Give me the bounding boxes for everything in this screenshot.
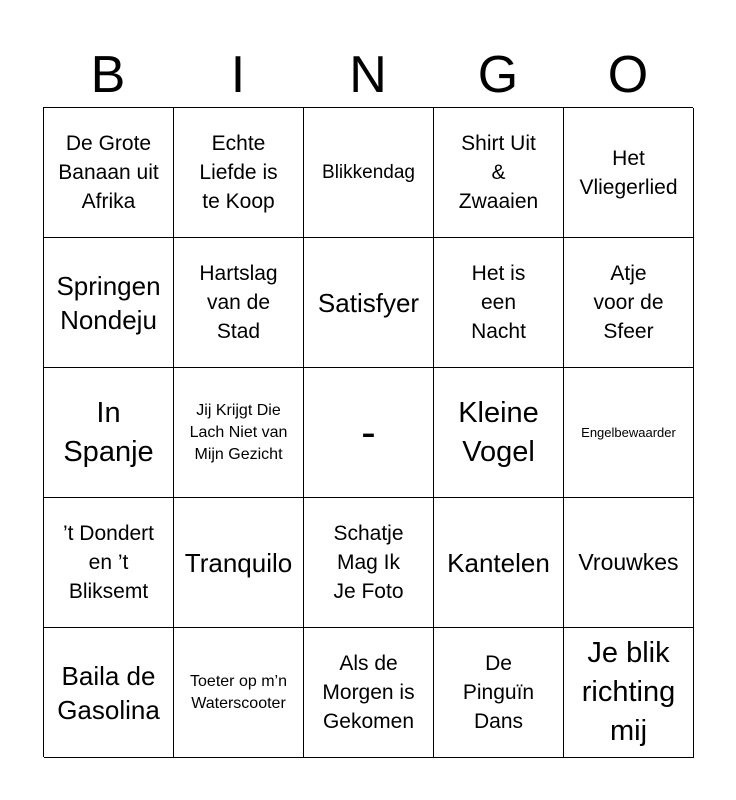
bingo-grid	[43, 107, 693, 757]
bingo-cell[interactable]	[174, 108, 304, 238]
cell-label: Vrouwkes	[578, 549, 679, 575]
cell-label: In Spanje	[63, 396, 154, 468]
cell-label: De Grote Banaan uit Afrika	[58, 132, 159, 213]
bingo-header	[43, 44, 693, 106]
bingo-cell[interactable]	[434, 108, 564, 238]
header-letter-n: N	[349, 46, 387, 104]
bingo-cell[interactable]	[44, 238, 174, 368]
free-space[interactable]	[304, 368, 434, 498]
cell-label: Atje voor de Sfeer	[593, 262, 664, 343]
header-letter-b: B	[90, 46, 126, 104]
cell-label: Satisfyer	[317, 287, 420, 318]
cell-label: Hartslag van de Stad	[199, 262, 278, 343]
cell-label: De Pinguïn Dans	[462, 652, 535, 733]
cell-label: Springen Nondeju	[56, 270, 161, 335]
bingo-cell[interactable]	[434, 368, 564, 498]
header-letter-o: O	[607, 46, 649, 104]
bingo-cell[interactable]	[304, 238, 434, 368]
bingo-cell[interactable]	[304, 108, 434, 238]
bingo-cell[interactable]	[304, 628, 434, 758]
cell-label: Kantelen	[447, 547, 550, 578]
cell-label: Het Vliegerlied	[579, 146, 678, 199]
bingo-cell[interactable]	[564, 368, 694, 498]
bingo-cell[interactable]	[434, 238, 564, 368]
bingo-cell[interactable]	[44, 628, 174, 758]
cell-label: Echte Liefde is te Koop	[199, 132, 278, 213]
cell-label: Als de Morgen is Gekomen	[322, 652, 415, 733]
cell-label: Baila de Gasolina	[57, 660, 160, 725]
cell-label: Het is een Nacht	[471, 262, 526, 343]
cell-label: Engelbewaarder	[581, 424, 676, 440]
bingo-cell[interactable]	[304, 498, 434, 628]
cell-label: Jij Krijgt Die Lach Niet van Mijn Gezicht	[189, 401, 288, 463]
cell-label: Je blik richting mij	[581, 637, 676, 747]
header-letter-g: G	[477, 46, 519, 104]
header-letter-i: I	[230, 46, 246, 104]
bingo-cell[interactable]	[174, 238, 304, 368]
bingo-cell[interactable]	[564, 108, 694, 238]
bingo-cell[interactable]	[44, 368, 174, 498]
bingo-cell[interactable]	[564, 238, 694, 368]
bingo-cell[interactable]	[44, 498, 174, 628]
bingo-cell[interactable]	[434, 628, 564, 758]
bingo-cell[interactable]	[564, 628, 694, 758]
cell-label: Toeter op m’n Waterscooter	[190, 672, 287, 712]
cell-label: ’t Dondert en ’t Bliksemt	[62, 522, 155, 603]
cell-label: Shirt Uit & Zwaaien	[458, 132, 539, 213]
bingo-cell[interactable]	[174, 498, 304, 628]
bingo-cell[interactable]	[174, 368, 304, 498]
cell-label: Kleine Vogel	[458, 396, 539, 468]
bingo-cell[interactable]	[44, 108, 174, 238]
cell-label: Schatje Mag Ik Je Foto	[333, 522, 404, 603]
bingo-cell[interactable]	[174, 628, 304, 758]
cell-label: -	[361, 407, 376, 457]
cell-label: Tranquilo	[184, 547, 293, 578]
bingo-cell[interactable]	[564, 498, 694, 628]
bingo-cell[interactable]	[434, 498, 564, 628]
cell-label: Blikkendag	[322, 162, 415, 183]
